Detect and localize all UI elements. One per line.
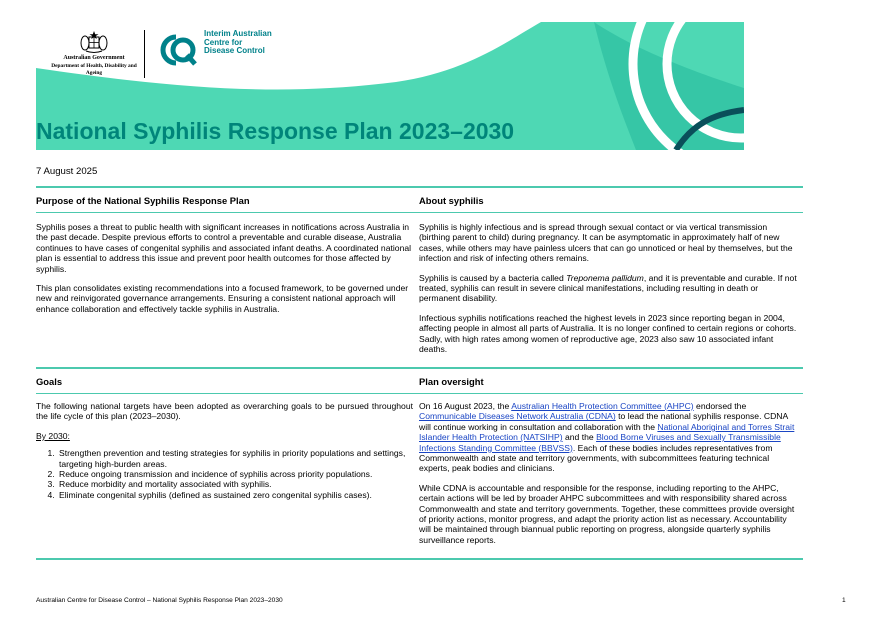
heading-underline (36, 393, 803, 394)
oversight-heading: Plan oversight (419, 376, 484, 387)
purpose-paragraph: This plan consolidates existing recommendations into a focused framework, to be governed under new and reinvigorated governance arrangements. Ensuring a consistent national approach will enhance collaboration and effectively tackle syphilis in Australia. (36, 283, 409, 314)
goals-intro: The following national targets have been adopted as overarching goals to be pursued throughout the life cycle of this plan (2023–2030). (36, 401, 413, 422)
about-paragraph: Syphilis is caused by a bacteria called Treponema pallidum, and it is preventable and curable. If not treated, syphilis can result in severe clinical manifestations, including resulting in death or permanent disability. (419, 272, 797, 304)
about-paragraph: Syphilis is highly infectious and is spread through sexual contact or via vertical transmission (birthing parent to child) during pregnancy. It can be asymptomatic in approximately half of new cases, while others may have painless ulcers that can go unnoticed or heal by themselves, but the infection and risk of infecting others remains. (419, 222, 793, 264)
goals-heading: Goals (36, 376, 63, 387)
goal-item: 1. Strengthen prevention and testing strategies for syphilis in priority populations and settings, targeting high-burden areas. (57, 448, 413, 469)
goals-by-label: By 2030: (36, 430, 70, 441)
australian-government-logo (46, 30, 142, 76)
page-title: National Syphilis Response Plan 2023–2030 (36, 118, 515, 144)
oversight-paragraph: While CDNA is accountable and responsible for the response, including reporting to the AHPC, certain actions will be led by broader AHPC subcommittees and with responsibility shared across Commonwealth and state and territory governments. Together, these committees provide oversight of priority actions, monitor progress, and adapt the priority action list as necessary. Accountability will be maintained through biannual public reporting on progress, alongside quarterly syphilis surveillance reports. (419, 482, 795, 545)
cdna-link[interactable]: Communicable Diseases Network Australia (CDNA) (419, 411, 616, 422)
bbvss-link[interactable]: Blood Borne Viruses and Sexually Transmissible Infections Standing Committee (BBVSS) (419, 432, 781, 453)
purpose-body (36, 222, 413, 323)
cdc-logo-text: Interim Australian Centre for Disease Control (204, 29, 272, 56)
logo-divider (144, 30, 145, 78)
ahpc-link[interactable]: Australian Health Protection Committee (AHPC) (511, 401, 694, 411)
purpose-heading: Purpose of the National Syphilis Response Plan (36, 195, 250, 206)
about-heading: About syphilis (419, 195, 484, 206)
government-name: Australian Government (63, 55, 125, 61)
department-name: Department of Health, Disability and Ageing (51, 63, 137, 76)
goal-item: 3. Reduce morbidity and mortality associated with syphilis. (57, 479, 413, 489)
section-divider (36, 367, 803, 369)
coat-of-arms-icon (80, 30, 108, 54)
goal-item: 4. Eliminate congenital syphilis (defined as sustained zero congenital syphilis cases). (57, 490, 413, 500)
about-body (419, 222, 799, 363)
about-paragraph: Infectious syphilis notifications reached the highest levels in 2023 since reporting began in 2004, affecting people in almost all parts of Australia. It is no longer confined to certain regions or cohorts. Sadly, with high rates among women of reproductive age, 2023 also saw 10 associated infant deaths. (419, 312, 797, 355)
footer-text: Australian Centre for Disease Control – National Syphilis Response Plan 2023–2030 (36, 597, 283, 604)
oversight-paragraph: On 16 August 2023, the Australian Health Protection Committee (AHPC) endorsed the Communicable Diseases Network Australia (CDNA) to lead the national syphilis response. CDNA will continue working in consultation and collaboration with the National Aboriginal and Torres Strait Islander Health Protection (NATSIHP) and the Blood Borne Viruses and Sexually Transmissible Infections Standing Committee (BBVSS). Each of these bodies includes representatives from Commonwealth and state and territory governments, with subcommittees featuring technical experts, peak bodies and clinicians. (419, 401, 795, 474)
heading-underline (36, 212, 803, 213)
bacteria-name: Treponema pallidum (566, 272, 644, 283)
natsihp-link[interactable]: National Aboriginal and Torres Strait Islander Health Protection (NATSIHP) (419, 421, 795, 443)
oversight-body (419, 401, 799, 554)
document-date: 7 August 2025 (36, 166, 98, 177)
goal-item: 2. Reduce ongoing transmission and incidence of syphilis across priority populations. (57, 469, 413, 479)
goals-body (36, 401, 413, 500)
purpose-paragraph: Syphilis poses a threat to public health with significant increases in notifications across Australia in the past decade. Despite previous efforts to control a preventable and curable disease, Australia continues to have cases of congenital syphilis and associated infant deaths. A coordinated national plan is essential to address this issue and prevent poor health outcomes for those affected by syphilis. (36, 222, 412, 274)
page-number: 1 (842, 597, 846, 604)
cdc-logo-icon (154, 33, 200, 67)
section-divider (36, 186, 803, 188)
section-divider (36, 558, 803, 560)
goals-list (36, 448, 413, 500)
